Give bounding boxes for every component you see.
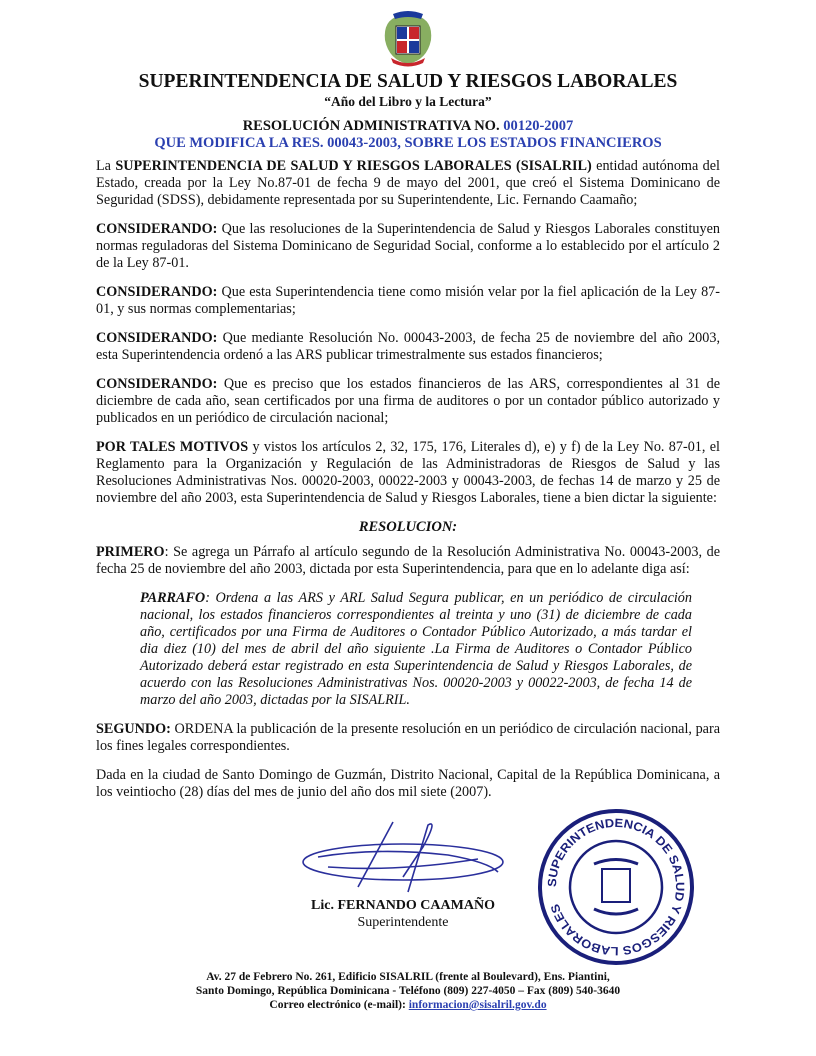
resolution-title	[0, 118, 816, 135]
resolution-label: RESOLUCIÓN ADMINISTRATIVA NO.	[242, 118, 500, 134]
considerando-3: CONSIDERANDO: Que mediante Resolución No. 00043-2003, de fecha 25 de noviembre del año 2003, esta Superintendencia ordenó a las ARS publicar trimestralmente sus estados financieros;	[96, 330, 720, 363]
considerando-4: CONSIDERANDO: Que es preciso que los estados financieros de las ARS, correspondientes al 31 de diciembre de cada año, sean certificados por una firma de auditores o por un contador público autorizado y publicados en un periódico de circulación nacional;	[96, 376, 721, 426]
email-link[interactable]: informacion@sisalril.gov.do	[408, 999, 547, 1011]
dada-paragraph: Dada en la ciudad de Santo Domingo de Guzmán, Distrito Nacional, Capital de la República Dominicana, a los veintiocho (28) días del mes de junio del año dos mil siete (2007).	[96, 767, 720, 800]
footer	[0, 970, 816, 1020]
motto: “Año del Libro y la Lectura”	[324, 94, 492, 109]
resolucion-heading: RESOLUCION:	[358, 519, 458, 535]
org-title: SUPERINTENDENCIA DE SALUD Y RIESGOS LABORALES	[138, 71, 678, 92]
signature-scribble	[298, 817, 508, 897]
footer-contact: Santo Domingo, República Dominicana - Teléfono (809) 227-4050 – Fax (809) 540-3640	[195, 985, 621, 997]
parrafo-paragraph: PARRAFO: Ordena a las ARS y ARL Salud Segura publicar, en un periódico de circulación nacional, los estados financieros correspondientes al treinta y uno (31) de diciembre de cada año, certificados por una Firma de Auditores o Contador Público Autorizado, a más tardar el dia diez (10) del mes de abril del año siguiente .La Firma de Auditores o Contador Público Autorizado deberá estar registrado en esta Superintendencia de Salud y Riesgos Laborales, de acuerdo con las Resoluciones Administrativas Nos. 00020-2003 y 00022-2003, de fecha 14 de marzo del año 2003, dictadas por la SISALRIL.	[140, 590, 692, 708]
primero-paragraph: PRIMERO: Se agrega un Párrafo al artículo segundo de la Resolución Administrativa No. 00043-2003, de fecha 25 de noviembre del año 2003, dictada por esta Superintendencia, para que en lo adelante diga así:	[96, 544, 720, 577]
signatory-name: Lic. FERNANDO CAAMAÑO	[311, 898, 495, 913]
intro-paragraph: La SUPERINTENDENCIA DE SALUD Y RIESGOS LABORALES (SISALRIL) entidad autónoma del Estado, creada por la Ley No.87-01 de fecha 9 de mayo del 2001, que creó el Sistema Dominicano de Seguridad (SDSS), debidamente representada por su Superintendente, Lic. Fernando Caamaño;	[96, 158, 720, 208]
signatory-title: Superintendente	[357, 915, 449, 930]
document-body	[96, 152, 720, 801]
segundo-paragraph: SEGUNDO: ORDENA la publicación de la presente resolución en un periódico de circulación nacional, para los fines legales correspondientes.	[96, 721, 720, 754]
considerando-1: CONSIDERANDO: Que las resoluciones de la Superintendencia de Salud y Riesgos Laborales constituyen normas reguladoras del Sistema Dominicano de Seguridad Social, conforme a lo establecido por el artículo 2 de la Ley 87-01.	[96, 221, 720, 271]
coat-of-arms-icon	[379, 10, 437, 68]
considerando-2: CONSIDERANDO: Que esta Superintendencia tiene como misión velar por la fiel aplicación de la Ley 87-01, y sus normas complementarias;	[96, 284, 720, 317]
footer-address: Av. 27 de Febrero No. 261, Edificio SISALRIL (frente al Boulevard), Ens. Piantini,	[206, 971, 610, 983]
signature-block	[96, 805, 720, 970]
footer-email-line: Correo electrónico (e-mail): informacion@sisalril.gov.do	[269, 999, 547, 1011]
motivos-paragraph: POR TALES MOTIVOS y vistos los artículos 2, 32, 175, 176, Literales d), e) y f) de la Ley No. 87-01, el Reglamento para la Organización y Regulación de las Administradoras de Riesgos de Salud y las Resoluciones Administrativas Nos. 00020-2003, 00022-2003 y 00043-2003, de fechas 14 de marzo y 25 de noviembre del año 2003, esta Superintendencia de Salud y Riesgos Laborales, tiene a bien dictar la siguiente:	[96, 439, 720, 506]
resolution-number: 00120-2007	[503, 118, 574, 134]
svg-text:SUPERINTENDENCIA DE SALUD Y RI: SUPERINTENDENCIA DE SALUD Y RIESGOS LABORALES	[544, 815, 688, 959]
resolution-subtitle: QUE MODIFICA LA RES. 00043-2003, SOBRE LOS ESTADOS FINANCIEROS	[154, 135, 662, 151]
official-seal	[536, 807, 696, 967]
header	[0, 0, 816, 152]
